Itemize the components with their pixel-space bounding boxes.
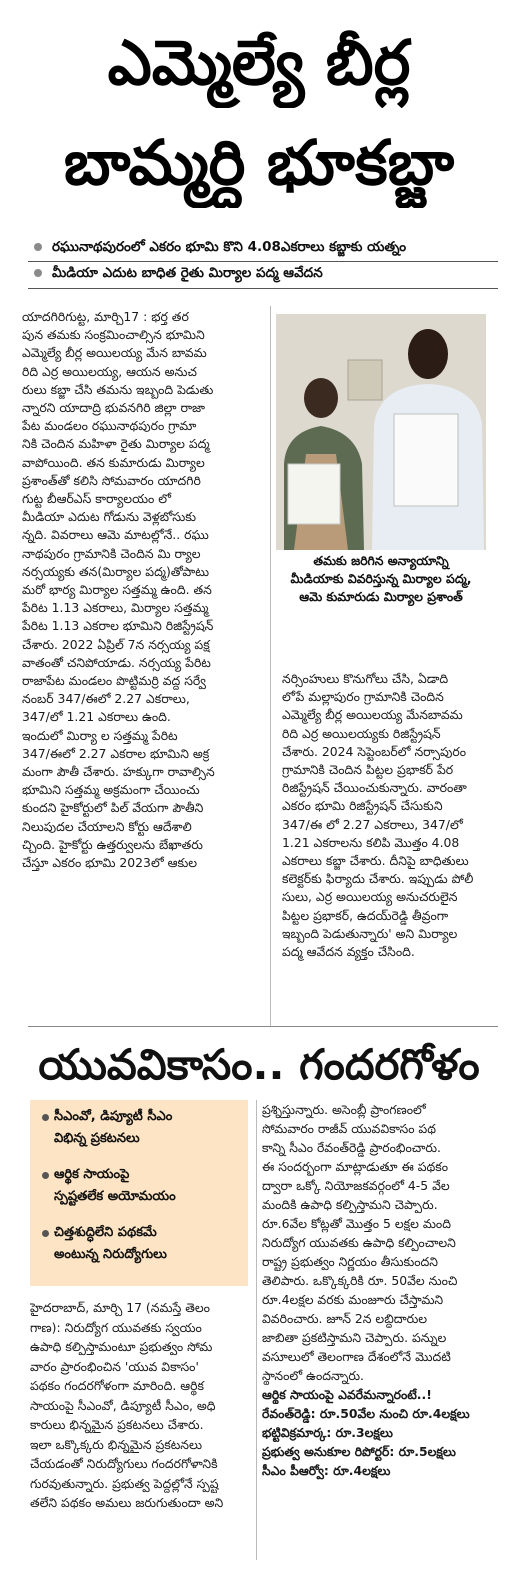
- body-line: హైదరాబాద్, మార్చి 17 (నమస్తే తెలం: [30, 1300, 210, 1315]
- body-line: ఎమ్మెల్యే బీర్ల అయిలయ్య మేన బావమ: [22, 345, 207, 361]
- story-separator: [28, 1026, 498, 1027]
- body-line: మరో భార్య మిర్యాల సత్తమ్మ ఉంది. తన: [22, 582, 212, 598]
- body-line: ఎకరాలు కబ్జా చేశారు. దీనిపై బాధితులు: [282, 853, 469, 869]
- photo-caption: [276, 552, 486, 606]
- highlight-item: [40, 1164, 244, 1208]
- highlight-line: స్పష్టతలేక అయోమయం: [54, 1189, 176, 1204]
- story1-headline-line2: బామ్మర్ది భూకబ్జా: [63, 126, 455, 199]
- body-line: పేరిట 1.13 ఎకరాల భూమిని రిజిస్ట్రేషన్: [22, 618, 214, 634]
- body-line: భూమిని సత్తమ్మ అక్రమంగా చేయించు: [22, 782, 200, 798]
- body-line: ఉపాధి కల్పిస్తామంటూ ప్రభుత్వం సోమ: [30, 1339, 213, 1354]
- body-line: రిది ఎర్ర అయిలయ్య, ఆయన అనుచ: [22, 363, 197, 379]
- body-line: యాదగిరిగుట్ట, మార్చి17 : భర్త తర: [22, 309, 189, 324]
- body-line: కారులు భిన్నమైన ప్రకటనలు చేశారు.: [30, 1417, 204, 1432]
- body-line: రులు కబ్జా చేసి తమను ఇబ్బంది పెడుతు: [22, 381, 214, 397]
- photo-illustration: [276, 314, 486, 550]
- body-line: నర్సింహులు కొనుగోలు చేసి, ఏడాది: [282, 671, 449, 686]
- highlight-line: ఆర్థిక సాయంపై: [54, 1167, 130, 1182]
- story2-body-left: [30, 1298, 252, 1513]
- body-line: ఎకరం భూమి రిజిస్ట్రేషన్ చేసుకుని: [282, 798, 443, 814]
- body-line: రాష్ట్ర ప్రభుత్వం నిర్ణయం తీసుకుందని: [262, 1254, 438, 1269]
- highlight-line: అంటున్న నిరుద్యోగులు: [54, 1247, 167, 1262]
- column-divider: [270, 306, 271, 1026]
- story1-subhead-text: రఘునాథపురంలో ఎకరం భూమి కొని 4.08ఎకరాలు కబ్జాకు యత్నం: [52, 239, 407, 255]
- body-line: 347/లో 1.21 ఎకరాలు ఉంది.: [22, 709, 171, 725]
- body-line: రిది ఎర్ర అయిలయ్యకు రిజిస్ట్రేషన్: [282, 725, 441, 741]
- divider: [28, 288, 498, 289]
- body-line: ఈ సందర్భంగా మాట్లాడుతూ ఈ పథకం: [262, 1159, 449, 1174]
- highlight-item: [40, 1222, 244, 1266]
- body-line: కుందని హైకోర్టులో పిల్ వేయగా పౌతీని: [22, 800, 204, 816]
- story1-subheads: [28, 234, 498, 286]
- aid-summary: [262, 1385, 490, 1480]
- body-line: నంబర్ 347/ఈలో 2.27 ఎకరాలు,: [22, 691, 190, 707]
- body-line: 347/ఈలో 2.27 ఎకరాల భూమిని అక్ర: [22, 745, 210, 761]
- body-line: రిజిస్ట్రేషన్ చేయించుకున్నారు. వారంతా: [282, 780, 467, 796]
- body-line: చేస్తూ ఎకరం భూమి 2023లో ఆకుల: [22, 855, 198, 871]
- body-line: వాపోయింది. తన కుమారుడు మిర్యాల: [22, 454, 205, 470]
- body-line: జాబితా ప్రకటిస్తామని చెప్పారు. పన్నుల: [262, 1330, 447, 1345]
- aid-summary-line: ప్రభుత్వ అనుకూల రిపోర్టర్: రూ.5లక్షలు: [262, 1444, 456, 1459]
- caption-line: మీడియాకు వివరిస్తున్న మిర్యాల పద్మ,: [290, 571, 472, 586]
- body-line: నిలుపుదల చేయాలని కోర్టు ఆదేశాలి: [22, 818, 192, 834]
- bullet-icon: [42, 1114, 49, 1121]
- body-line: కాన్ని సీఎం రేవంత్‌రెడ్డి ప్రారంభించారు.: [262, 1140, 441, 1155]
- body-line: ఇలా ఒక్కొక్కరు భిన్నమైన ప్రకటనలు: [30, 1436, 203, 1452]
- body-line: పథకం గందరగోళంగా మారింది. ఆర్థిక: [30, 1378, 204, 1393]
- body-line: గ్రామానికి చెందిన పిట్టల ప్రభాకర్ పేర: [282, 762, 454, 778]
- body-line: చేయడంతో నిరుద్యోగులు గందరగోళానికి: [30, 1456, 218, 1471]
- highlight-line: చిత్తశుద్ధిలేని పథకమే: [54, 1225, 157, 1240]
- body-line: సోమవారం రాజీవ్ యువవికాసం పథ: [262, 1121, 436, 1136]
- body-line: రూ.4లక్షల వరకు మంజూరు చేస్తామని: [262, 1292, 444, 1307]
- body-line: 347/ఈ లో 2.27 ఎకరాలు, 347/లో: [282, 816, 463, 832]
- bullet-icon: [42, 1230, 49, 1237]
- story1-headline: [0, 0, 518, 225]
- aid-summary-line: ఆర్థిక సాయంపై ఎవరేమన్నారంటే..!: [262, 1387, 432, 1402]
- body-line: పేరిట 1.13 ఎకరాలు, మిర్యాల సత్తమ్మ: [22, 600, 209, 616]
- body-line: గుట్ట బీఆర్ఎస్ కార్యాలయం లో: [22, 491, 171, 507]
- body-line: నిరుద్యోగ యువతకు ఉపాధి కల్పించాలని: [262, 1235, 456, 1250]
- body-line: ప్రశాంత్‌తో కలిసి సోమవారం యాదగిరి: [22, 472, 201, 488]
- news-photo: [276, 314, 486, 550]
- body-line: వసూలులో తెలంగాణ దేశంలోనే మొదటి: [262, 1349, 451, 1364]
- body-line: లోపే మల్లాపురం గ్రామానికి చెందిన: [282, 689, 444, 705]
- body-line: పద్మ ఆవేదన వ్యక్తం చేసింది.: [282, 944, 415, 960]
- bullet-icon: [42, 1172, 49, 1179]
- body-line: పేట మండలం రఘునాథపురం గ్రామా: [22, 418, 197, 434]
- story1-headline-line1: ఎమ్మెల్యే బీర్ల: [107, 26, 411, 99]
- body-line: న్నారని యాదాద్రి భువనగిరి జిల్లా రాజా: [22, 400, 206, 416]
- body-line: తలేని పథకం అమలు జరుగుతుందా అని: [30, 1495, 224, 1510]
- body-line: వారం ప్రారంభించిన 'యువ వికాసం': [30, 1358, 199, 1374]
- column-divider: [256, 1100, 257, 1560]
- story2-body-right: [262, 1100, 490, 1480]
- story1-body-right: [282, 670, 488, 961]
- body-line: నికి చెందిన మహిళా రైతు మిర్యాల పద్మ: [22, 436, 210, 452]
- body-line: పున తమకు సంక్రమించాల్సిన భూమిని: [22, 327, 205, 343]
- aid-summary-line: రేవంత్‌రెడ్డి: రూ.50వేల నుంచి రూ.4లక్షలు: [262, 1406, 470, 1421]
- body-line: చ్చింది. హైకోర్టు ఉత్తర్వులను బేఖాతరు: [22, 836, 203, 852]
- caption-line: తమకు జరిగిన అన్యాయాన్ని: [313, 553, 449, 568]
- story2-highlights-box: [30, 1100, 248, 1286]
- body-line: సులు, ఎర్ర అయిలయ్య అనుచరులైన: [282, 889, 458, 905]
- story1-subhead: [28, 234, 498, 260]
- aid-summary-line: భట్టివిక్రమార్క: రూ.3లక్షలు: [262, 1425, 393, 1440]
- body-line: ఇబ్బంది పెడుతున్నారు' అని మిర్యాల: [282, 925, 458, 941]
- body-line: ప్రశ్నిస్తున్నారు. అసెంబ్లీ ప్రాంగణంలో: [262, 1102, 426, 1117]
- aid-summary-line: సీఎం పీఆర్వో: రూ.4లక్షలు: [262, 1463, 391, 1478]
- body-line: ఎమ్మెల్యే బీర్ల అయిలయ్య మేనబావమ: [282, 707, 463, 723]
- story1-subhead: [28, 260, 498, 286]
- body-line: మీడియా ఎదుట గోడును వెళ్లబోసుకు: [22, 509, 197, 525]
- bullet-icon: [34, 243, 42, 251]
- body-line: నర్సయ్యకు తన(మిర్యాల పద్మ)తోపాటు: [22, 563, 210, 579]
- bullet-icon: [34, 269, 42, 277]
- highlight-line: సీఎంవో, డిప్యూటీ సీఎం: [54, 1109, 173, 1124]
- story2-headline: యువవికాసం.. గందరగోళం: [38, 1040, 480, 1089]
- body-line: ఇందులో మిర్యా ల సత్తమ్మ పేరిట: [22, 727, 178, 743]
- body-line: సాయంపై సీఎంవో, డిప్యూటీ సీఎం, అధి: [30, 1397, 216, 1413]
- body-line: చేశారు. 2024 సెప్టెంబర్‌లో నర్సాపురం: [282, 743, 467, 759]
- story1-subhead-text: మీడియా ఎదుట బాధిత రైతు మిర్యాల పద్మ ఆవేదన: [52, 265, 323, 281]
- body-line: 1.21 ఎకరాలను కలిపి మొత్తం 4.08: [282, 834, 460, 850]
- body-line: గాణ): నిరుద్యోగ యువతకు స్వయం: [30, 1319, 202, 1335]
- body-line: రాజాపేట మండలం పొట్టిమర్రి వద్ద సర్వే: [22, 673, 206, 689]
- highlight-item: [40, 1106, 244, 1150]
- body-line: గురవుతున్నారు. ప్రభుత్వ పెద్దల్లోనే స్పష్ట: [30, 1475, 219, 1491]
- body-line: న్నది. వివరాలు ఆమె మాటల్లోనే.. రఘు: [22, 527, 209, 543]
- body-line: కలెక్టర్‌కు ఫిర్యాదు చేశారు. ఇప్పుడు పోలీ: [282, 871, 474, 887]
- story1-body-left: [22, 308, 268, 872]
- body-line: మంగా పౌతీ చేశారు. హక్కుగా రావాల్సిన: [22, 764, 215, 780]
- body-line: స్థానంలో ఉందన్నారు.: [262, 1368, 364, 1383]
- body-line: తెలిపారు. ఒక్కొక్కరికి రూ. 50వేల నుంచి: [262, 1273, 458, 1288]
- body-line: వాతంతో చనిపోయాడు. నర్సయ్య పేరిట: [22, 654, 211, 670]
- caption-line: ఆమె కుమారుడు మిర్యాల ప్రశాంత్: [299, 589, 463, 604]
- body-line: మందికి ఉపాధి కల్పిస్తామని చెప్పారు.: [262, 1197, 438, 1212]
- body-line: పిట్టల ప్రభాకర్, ఉదయ్‌రెడ్డి తీవ్రంగా: [282, 907, 449, 923]
- body-line: రూ.6వేల కోట్లతో మొత్తం 5 లక్షల మంది: [262, 1216, 451, 1231]
- body-line: చేశారు. 2022 ఏప్రిల్ 7న నర్సయ్య పక్ష: [22, 636, 210, 652]
- body-line: నాథపురం గ్రామానికి చెందిన మి ర్యాల: [22, 545, 201, 561]
- highlight-line: విభిన్న ప్రకటనలు: [54, 1131, 140, 1146]
- body-line: వివరించారు. జూన్ 2న లబ్ధిదారుల: [262, 1311, 428, 1326]
- body-line: ద్వారా ఒక్కో నియోజకవర్గంలో 4-5 వేల: [262, 1178, 450, 1193]
